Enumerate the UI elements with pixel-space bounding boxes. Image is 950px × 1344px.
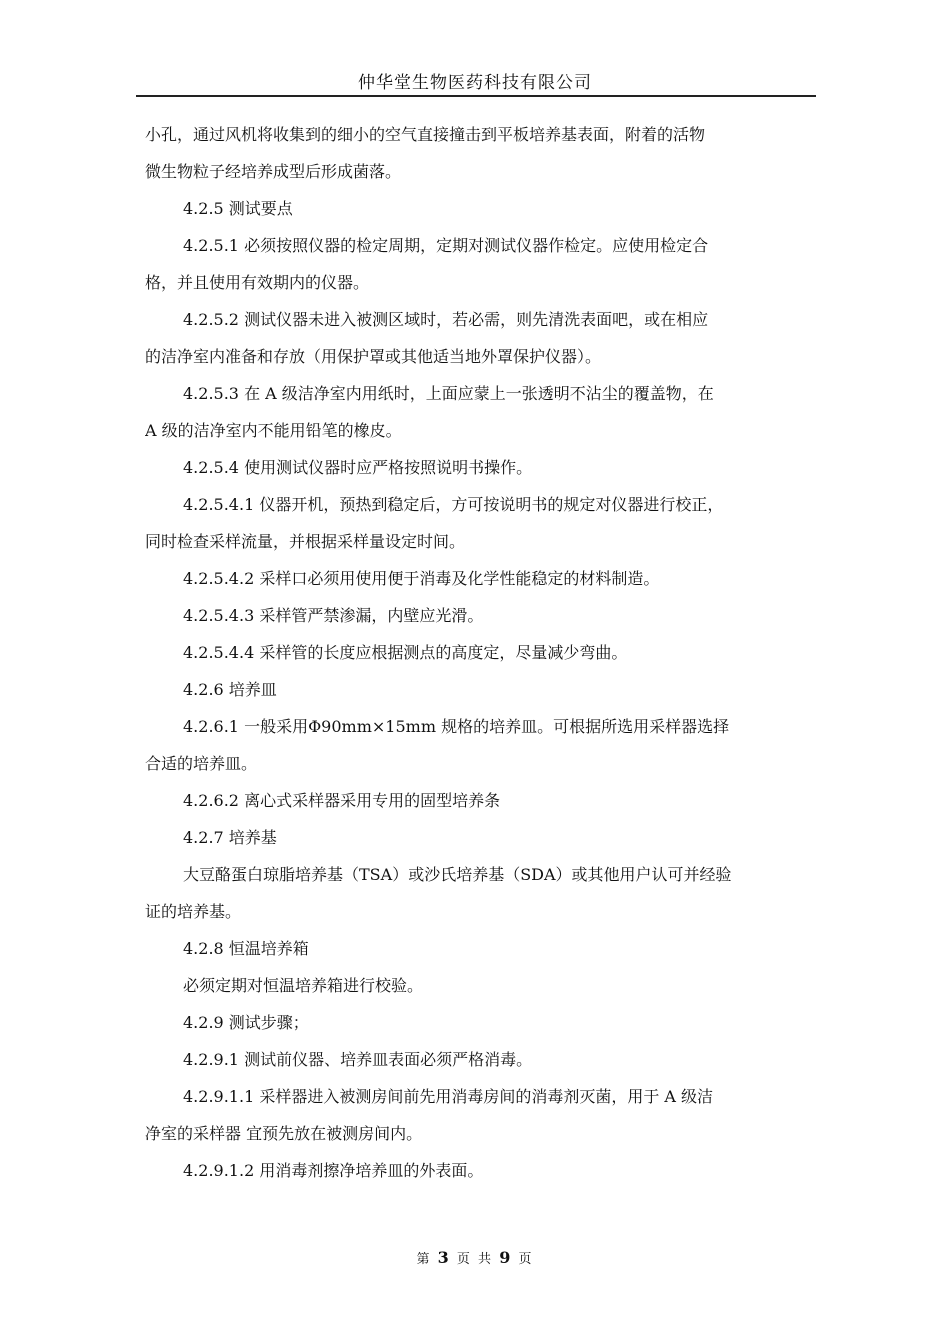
text-line: 必须定期对恒温培养箱进行校验。 [183,976,424,995]
document-body [145,116,815,1189]
text-line: 4.2.6.1 一般采用Φ90mm×15mm 规格的培养皿。可根据所选用采样器选择 [183,717,730,736]
text-line: 4.2.5.4 使用测试仪器时应严格按照说明书操作。 [183,458,533,477]
text-line: 4.2.9.1 测试前仪器、培养皿表面必须严格消毒。 [183,1050,533,1069]
text-line: 4.2.5.4.2 采样口必须用使用便于消毒及化学性能稳定的材料制造。 [183,569,660,588]
section-heading: 4.2.7 培养基 [183,828,277,847]
header-divider [136,95,816,97]
text-line: 格，并且使用有效期内的仪器。 [145,273,370,292]
section-heading: 4.2.5 测试要点 [183,199,293,218]
text-line: 4.2.5.3 在 A 级洁净室内用纸时，上面应蒙上一张透明不沾尘的覆盖物，在 [183,384,714,403]
footer-prefix: 第 [416,1252,432,1267]
section-heading: 4.2.8 恒温培养箱 [183,939,309,958]
section-heading: 4.2.9 测试步骤； [183,1013,309,1032]
footer-middle: 页 共 [456,1252,494,1267]
text-line: 微生物粒子经培养成型后形成菌落。 [145,162,402,181]
page-header-company: 仲华堂生物医药科技有限公司 [358,73,592,93]
text-line: 4.2.9.1.1 采样器进入被测房间前先用消毒房间的消毒剂灭菌，用于 A 级洁 [183,1087,714,1106]
text-line: 4.2.5.4.4 采样管的长度应根据测点的高度定，尽量减少弯曲。 [183,643,628,662]
page-footer [0,1248,950,1267]
text-line: 小孔，通过风机将收集到的细小的空气直接撞击到平板培养基表面，附着的活物 [145,125,706,144]
text-line: 4.2.5.4.3 采样管严禁渗漏，内壁应光滑。 [183,606,484,625]
text-line: 合适的培养皿。 [145,754,258,773]
section-heading: 4.2.6 培养皿 [183,680,277,699]
text-line: 的洁净室内准备和存放（用保护罩或其他适当地外罩保护仪器）。 [145,347,602,366]
text-line: 证的培养基。 [145,902,242,921]
current-page-number: 3 [437,1248,451,1267]
text-line: A 级的洁净室内不能用铅笔的橡皮。 [145,421,402,440]
text-line: 同时检查采样流量，并根据采样量设定时间。 [145,532,466,551]
text-line: 4.2.6.2 离心式采样器采用专用的固型培养条 [183,791,501,810]
text-line: 4.2.5.2 测试仪器未进入被测区域时，若必需，则先清洗表面吧，或在相应 [183,310,709,329]
text-line: 4.2.9.1.2 用消毒剂擦净培养皿的外表面。 [183,1161,484,1180]
text-line: 4.2.5.1 必须按照仪器的检定周期，定期对测试仪器作检定。应使用检定合 [183,236,709,255]
total-page-number: 9 [499,1248,513,1267]
footer-suffix: 页 [518,1252,534,1267]
text-line: 4.2.5.4.1 仪器开机，预热到稳定后，方可按说明书的规定对仪器进行校正， [183,495,724,514]
text-line: 净室的采样器 宜预先放在被测房间内。 [145,1124,423,1143]
text-line: 大豆酪蛋白琼脂培养基（TSA）或沙氏培养基（SDA）或其他用户认可并经验 [183,865,732,884]
